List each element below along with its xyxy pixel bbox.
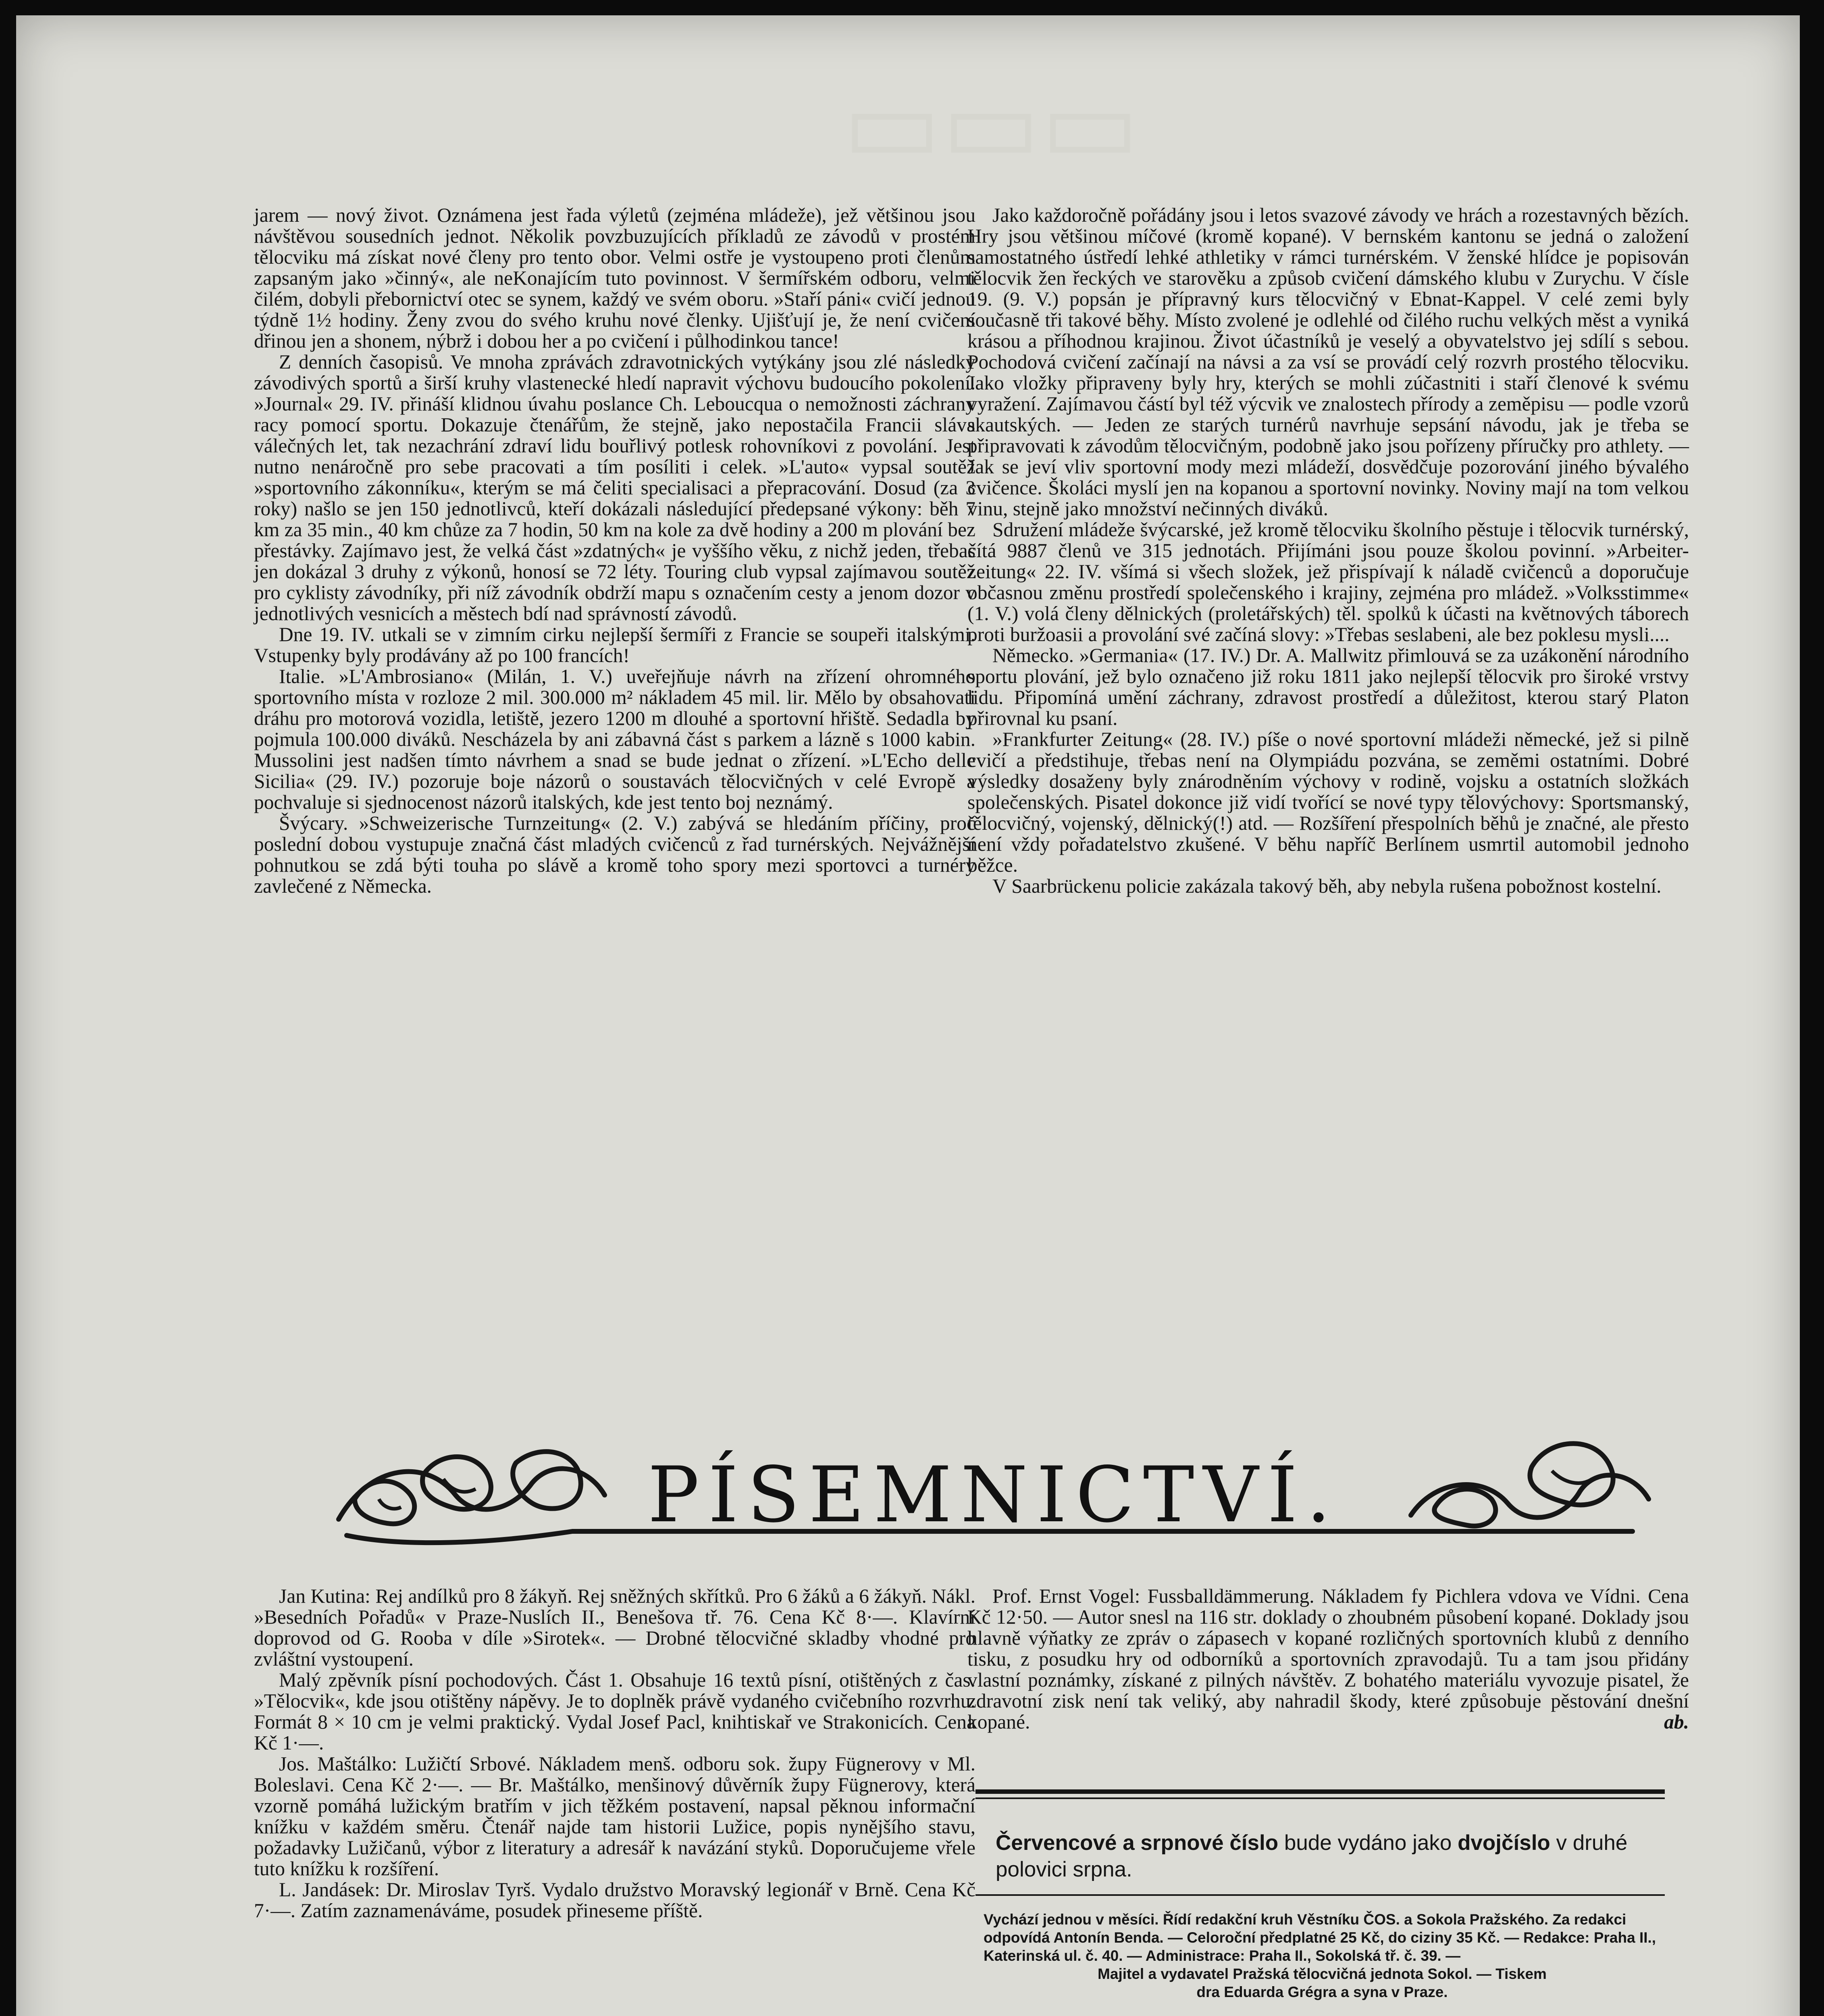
- review: [967, 1586, 1689, 1733]
- paragraph: V Saarbrückenu policie zakázala takový běh, aby nebyla rušena pobožnost kostelní.: [992, 875, 1662, 897]
- notice-bold: dvojčíslo: [1458, 1831, 1550, 1855]
- divider: [975, 1789, 1665, 1794]
- paragraph: Jako každoročně pořádány jsou i letos svazové závody ve hrách a rozestavných bězích. Hry jsou většinou míčové (kromě kopané). V bernském kantonu se jedná o založení samostatného ústředí lehké athletiky v rámci turnérském. V ženské hlídce je popisován tělocvik žen řeckých ve starověku a způsob cvičení dámského klubu v Zurychu. V čísle 19. (9. V.) popsán je přípravný kurs tělocvičný v Ebnat-Kappel. V celé zemi byly současně tři takové běhy. Místo zvolené je odlehlé od čilého ruchu velkých měst a vyniká krásou a příhodnou krajinou. Život účastníků je veselý a obyvatelstvo jej sdílí s sebou. Pochodová cvičení začínají na návsi a za vsí se provádí celý rozvrh prostého tělocviku. Jako vložky připraveny byly hry, kterých se mohli zúčastniti i staří členové k svému vyražení. Zajímavou částí byl též výcvik ve znalostech přírody a zeměpisu — podle vzorů skautských. — Jeden ze starých turnérů navrhuje sepsání návodu, jak je třeba se připravovati k závodům tělocvičným, podobně jako jsou pořízeny příručky pro athlety. — Jak se jeví vliv sportovní mody mezi mládeží, dosvědčuje pozorování jiného bývalého cvičence. Školáci myslí jen na kopanou a sportovní novinky. Noviny mají na tom velkou vinu, stejně jako množství nečinných diváků.: [967, 204, 1689, 520]
- review-text: Prof. Ernst Vogel: Fussballdämmerung. Nákladem fy Pichlera vdova ve Vídni. Cena Kč 12·50. — Autor snesl na 116 str. doklady o zhoubném působení kopané. Doklady jsou hlavně výňatky ze zpráv o zápasech v kopané rozličných sportovních klubů z denního tisku, z posudku hry od odborníků a sportovních zpravodajů. Tu a tam jsou přidány vlastní poznámky, získané z pilných návštěv. Z bohatého materiálu vyvozuje pisatel, že zdravotní zisk není tak veliký, aby nahradil škody, které způsobuje pěstování dnešní kopané.: [967, 1585, 1689, 1733]
- review: L. Jandásek: Dr. Miroslav Tyrš. Vydalo družstvo Moravský legionář v Brně. Cena Kč 7·—. Zatím zaznamenáváme, posudek přineseme příště.: [254, 1879, 975, 1922]
- section-banner: [322, 1414, 1665, 1560]
- column-left: [254, 205, 975, 897]
- review: Malý zpěvník písní pochodových. Část 1. Obsahuje 16 textů písní, otištěných z čas. »Tělocvik«, kde jsou otištěny nápěvy. Je to doplněk právě vydaného cvičebního rozvrhu. Formát 8 × 10 cm je velmi praktický. Vydal Josef Pacl, knihtiskař ve Strakonicích. Cena Kč 1·—.: [254, 1669, 975, 1754]
- review: Jos. Maštálko: Lužičtí Srbové. Nákladem menš. odboru sok. župy Fügnerovy v Ml. Boleslavi. Cena Kč 2·—. — Br. Maštálko, menšinový důvěrník župy Fügnerovy, která vzorně pomáhá lužickým bratřím v jich těžkém postavení, napsal pěknou informační knížku v každém směru. Čtenář najde tam historii Lužice, popis nynějšího stavu, požadavky Lužičanů, výbor z literatury a adresář k navázání styků. Doporučujeme vřele tuto knížku k rozšíření.: [254, 1753, 975, 1880]
- imprint-line: dra Eduarda Grégra a syna v Praze.: [1196, 1984, 1448, 2000]
- paragraph: Dne 19. IV. utkali se v zimním cirku nejlepší šermíři z Francie se soupeři italskými. Vstupenky byly prodávány až po 100 francích!: [254, 623, 975, 666]
- paragraph: Z denních časopisů. Ve mnoha zprávách zdravotnických vytýkány jsou zlé následky závodivých sportů a širší kruhy vlastenecké hledí napravit výchovu budoucího pokolení. »Journal« 29. IV. přináší klidnou úvahu poslance Ch. Leboucqua o nemožnosti záchrany racy pomocí sportu. Dokazuje čtenářům, že stejně, jako nepostačila Francii sláva válečných let, tak nezachrání zdraví lidu bouřlivý potlesk rohovníkovi z povolání. Jest nutno nenáročně pro sebe pracovati a tím posíliti i celek. »L'auto« vypsal soutěž »sportovního zákonníku«, kterým se má čeliti specialisaci a přepracování. Dosud (za 3 roky) našlo se jen 150 jednotlivců, kteří dokázali následující předepsané výkony: běh 7 km za 35 min., 40 km chůze za 7 hodin, 50 km na kole za dvě hodiny a 200 m plování bez přestávky. Zajímavo jest, že velká část »zdatných« je vyššího věku, z nichž jeden, třebas jen dokázal 3 druhy z výkonů, honosí se 72 léty. Touring club vypsal zajímavou soutěž pro cyklisty závodníky, při níž závodník obdrží mapu s označením cesty a jenom dozor v jednotlivých vesnicích a městech bdí nad správností závodů.: [254, 351, 975, 625]
- page: [16, 15, 1800, 2016]
- notice-text: bude vydáno jako: [1278, 1831, 1458, 1855]
- imprint: [984, 1910, 1661, 2001]
- paragraph: Italie. »L'Ambrosiano« (Milán, 1. V.) uveřejňuje návrh na zřízení ohromného sportovního místa v rozloze 2 mil. 300.000 m² nákladem 45 mil. lir. Mělo by obsahovati dráhu pro motorová vozidla, letiště, jezero 1200 m dlouhé a sportovní hřiště. Sedadla by pojmula 100.000 diváků. Nescházela by ani zábavná část s parkem a lázně s 1000 kabin. Mussolini jest nadšen tímto návrhem a snad se bude jednat o zřízení. »L'Echo delle Sicilia« (29. IV.) pozoruje boje názorů o soustavách tělocvičných v celé Evropě a pochvaluje si sjednocenost názorů italských, kde jest tento boj neznámý.: [254, 665, 975, 813]
- column-right: [967, 205, 1689, 897]
- paragraph: Sdružení mládeže švýcarské, jež kromě tělocviku školního pěstuje i tělocvik turnérský, čítá 9887 členů ve 315 jednotách. Přijímáni jsou pouze školou povinní. »Arbeiter-zeitung« 22. IV. všímá si všech složek, jež přispívají k náladě cvičenců a doporučuje občasnou změnu prostředí společenského i krajiny, zejména pro mládež. »Volksstimme« (1. V.) volá členy dělnických (proletářských) těl. spolků k účasti na květnových táborech proti buržoasii a provolání své začíná slovy: »Třebas seslabeni, ale bez poklesu mysli....: [967, 519, 1689, 646]
- notice-bold: Červencové a srpnové číslo: [996, 1831, 1279, 1855]
- paragraph: jarem — nový život. Oznámena jest řada výletů (zejména mládeže), jež většinou jsou návštěvou sousedních jednot. Několik povzbuzujících příkladů ze závodů v prostém tělocviku má získat nové členy pro tento obor. Velmi ostře je vystoupeno proti členům zapsaným jako »činný«, ale neKonajícím tuto povinnost. V šermířském odboru, velmi čilém, dobyli přebornictví otec se synem, každý ve svém oboru. »Staří páni« cvičí jednou týdně 1½ hodiny. Ženy zvou do svého kruhu nové členky. Ujišťují je, že není cvičení dřinou jen a shonem, nýbrž i dobou her a po cvičení i půlhodinkou tance!: [254, 204, 975, 352]
- paragraph: »Frankfurter Zeitung« (28. IV.) píše o nové sportovní mládeži německé, jež si pilně cvičí a předstihuje, třebas není na Olympiádu pozvána, se zeměmi ostatními. Dobré výsledky dosaženy byly znárodněním výchovy v rodině, vojsku a ostatních složkách společenských. Pisatel dokonce již vidí tvořící se nové typy tělovýchovy: Sportsmanský, tělocvičný, vojenský, dělnický(!) atd. — Rozšíření přespolních běhů je značné, ale přesto není vždy pořadatelstvo zkušené. V běhu napříč Berlínem usmrtil automobil jednoho běžce.: [967, 728, 1689, 876]
- issue-notice: [996, 1830, 1657, 1883]
- paragraph: Švýcary. »Schweizerische Turnzeitung« (2. V.) zabývá se hledáním příčiny, proč poslední dobou vystupuje značná část mladých cvičenců z řad turnérských. Nejvážnější pohnutkou se zdá býti touha po slávě a kromě toho spory mezi sportovci a turnéry zavlečené z Německa.: [254, 812, 975, 897]
- faded-header-mark: ▭▭▭: [842, 66, 1140, 183]
- divider: [975, 1894, 1665, 1896]
- review-signature: ab.: [1664, 1711, 1689, 1733]
- notice-text: v druhé polovici srpna.: [996, 1831, 1628, 1881]
- review: Jan Kutina: Rej andílků pro 8 žákyň. Rej sněžných skřítků. Pro 6 žáků a 6 žákyň. Nákl. »Besedních Pořadů« v Praze-Nuslích II., Benešova tř. 76. Cena Kč 8·—. Klavírní doprovod od G. Rooba v díle »Sirotek«. — Drobné tělocvičné skladby vhodné pro zvláštní vystoupení.: [254, 1585, 975, 1670]
- section-title: PÍSEMNICTVÍ.: [647, 1450, 1340, 1539]
- divider: [975, 1797, 1665, 1799]
- literature-right: [967, 1586, 1689, 1733]
- imprint-line: Vychází jednou v měsíci. Řídí redakční kruh Věstníku ČOS. a Sokola Pražského. Za redakci odpovídá Antonín Benda. — Celoroční předplatné 25 Kč, do ciziny 35 Kč. — Redakce: Praha II., Katerinská ul. č. 40. — Administrace: Praha II., Sokolská tř. č. 39. —: [984, 1911, 1656, 1964]
- imprint-line: Majitel a vydavatel Pražská tělocvičná jednota Sokol. — Tiskem: [1098, 1966, 1547, 1982]
- paragraph: Německo. »Germania« (17. IV.) Dr. A. Mallwitz přimlouvá se za uzákonění národního sportu plování, jež bylo označeno již roku 1811 jako nejlepší tělocvik pro široké vrstvy lidu. Připomíná umění záchrany, zdravost prostředí a důležitost, kterou starý Platon přirovnal ku psaní.: [967, 644, 1689, 729]
- floral-ornament-icon: [322, 1414, 1665, 1560]
- literature-left: [254, 1586, 975, 1921]
